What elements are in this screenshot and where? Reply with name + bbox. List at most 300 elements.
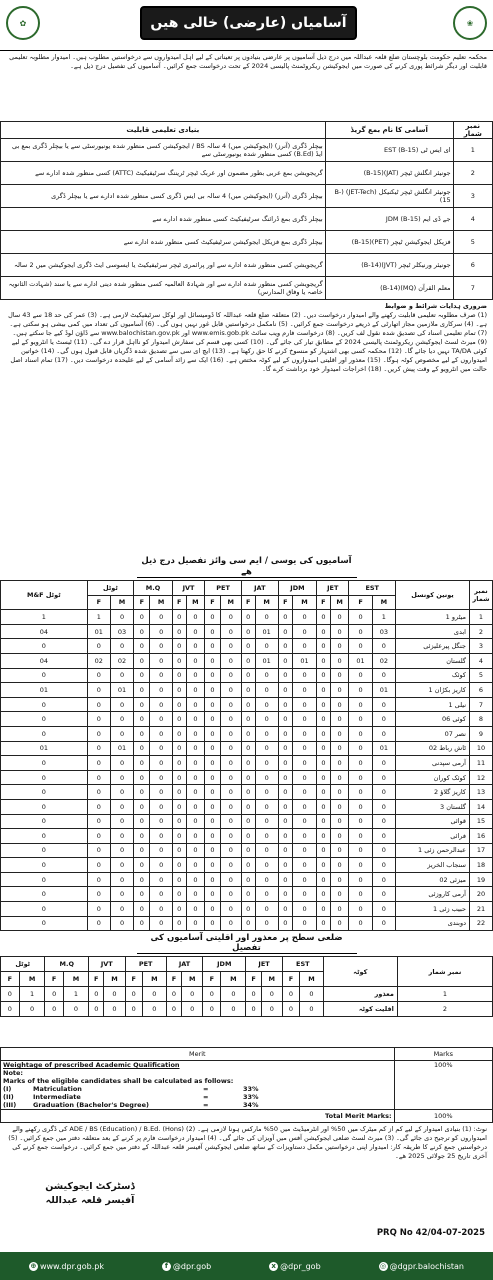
instagram-icon: ◎: [380, 1261, 387, 1270]
cell-uc-name: قوائی: [396, 814, 470, 829]
cell-value: 0: [349, 785, 372, 800]
cell-value: 0: [292, 887, 316, 902]
cell-value: 0: [134, 610, 150, 625]
cell-value: 0: [220, 726, 241, 741]
footer-link-text: @dgpr.balochistan: [389, 1261, 464, 1271]
cell-uc-name: آرمی کاروزئی: [396, 887, 470, 902]
cell-value: 1: [372, 610, 395, 625]
cell-value: 0: [241, 887, 255, 902]
merit-header: Merit: [1, 1048, 395, 1061]
cell-value: 0: [172, 653, 186, 668]
quota-header-post: JDM: [203, 957, 246, 972]
cell-value: 0: [166, 987, 181, 1002]
merit-item-label: Graduation (Bachelor's Degree): [33, 1101, 149, 1110]
cell-value: 01: [87, 624, 110, 639]
cell-value: 0: [150, 639, 172, 654]
cell-value: 0: [317, 858, 331, 873]
cell-value: 0: [255, 858, 278, 873]
cell-value: 0: [110, 916, 133, 931]
cell-value: 0: [220, 653, 241, 668]
cell-value: 02: [372, 653, 395, 668]
cell-value: 0: [172, 770, 186, 785]
cell-value: 0: [372, 829, 395, 844]
cell-value: 0: [330, 829, 349, 844]
cell-value: 0: [87, 887, 110, 902]
post-name: فزیکل ایجوکیشن ٹیچر (PET)(B-15): [325, 231, 453, 254]
cell-value: 0: [186, 668, 205, 683]
cell-value: 0: [317, 653, 331, 668]
cell-value: 0: [110, 770, 133, 785]
cell-value: 0: [330, 624, 349, 639]
cell-total-mf: 0: [1, 872, 88, 887]
cell-value: 0: [205, 741, 220, 756]
cell-value: 0: [372, 872, 395, 887]
cell-value: 0: [134, 770, 150, 785]
cell-value: 0: [220, 668, 241, 683]
post-number: 6: [453, 254, 492, 277]
cell-value: 0: [292, 843, 316, 858]
post-number: 4: [453, 208, 492, 231]
cell-value: 0: [246, 987, 261, 1002]
cell-number: 8: [470, 712, 493, 727]
cell-number: 3: [470, 639, 493, 654]
quota-sub-f: F: [1, 972, 20, 987]
cell-number: 18: [470, 858, 493, 873]
cell-value: 0: [349, 814, 372, 829]
cell-value: 0: [255, 668, 278, 683]
cell-value: 0: [292, 829, 316, 844]
cell-value: 0: [134, 829, 150, 844]
cell-value: 0: [241, 610, 255, 625]
cell-value: 0: [220, 712, 241, 727]
cell-uc-name: آرمی سپدنی: [396, 756, 470, 771]
cell-total-mf: 04: [1, 653, 88, 668]
cell-value: 0: [246, 1002, 261, 1017]
cell-value: 0: [205, 639, 220, 654]
cell-value: 0: [292, 770, 316, 785]
cell-value: 0: [205, 829, 220, 844]
post-name: جونیئر انگلش ٹیچر (JAT)(B-15): [325, 162, 453, 185]
table-row: [1, 712, 493, 727]
cell-value: 0: [104, 987, 125, 1002]
cell-value: 0: [278, 668, 292, 683]
cell-value: 0: [125, 1002, 142, 1017]
cell-value: 0: [110, 872, 133, 887]
cell-value: 0: [372, 639, 395, 654]
cell-value: 0: [255, 756, 278, 771]
cell-value: 0: [317, 668, 331, 683]
cell-value: 0: [172, 756, 186, 771]
cell-value: 0: [172, 843, 186, 858]
cell-value: 0: [317, 843, 331, 858]
cell-number: 19: [470, 872, 493, 887]
cell-value: 0: [372, 756, 395, 771]
cell-value: 0: [317, 785, 331, 800]
cell-value: 0: [349, 916, 372, 931]
cell-value: 0: [205, 799, 220, 814]
cell-value: 0: [330, 668, 349, 683]
cell-uc-name: ابدی: [396, 624, 470, 639]
cell-value: 0: [182, 987, 203, 1002]
cell-number: 17: [470, 843, 493, 858]
quota-sub-f: F: [89, 972, 104, 987]
cell-total-mf: 0: [1, 785, 88, 800]
grid-sub-f: F: [172, 595, 186, 610]
grid-header-post: JET: [317, 581, 349, 596]
cell-value: 0: [134, 916, 150, 931]
grid-sub-m: M: [220, 595, 241, 610]
merit-item-label: Matriculation: [33, 1085, 82, 1094]
post-qualification: بیچلر ڈگری بمع ڈرائنگ سرٹیفیکیٹ کسی منظور شدہ ادارے سے: [1, 208, 326, 231]
grid-sub-f: F: [134, 595, 150, 610]
post-qualification: گریجویشن کسی منظور شدہ ادارے سے اور پرائمری ٹیچر سرٹیفیکیٹ یا ایسوسی ایٹ ڈگری ایجوکیشن میں 2 سالہ: [1, 254, 326, 277]
cell-value: 0: [292, 858, 316, 873]
grid-sub-f: F: [317, 595, 331, 610]
cell-value: 0: [87, 668, 110, 683]
facebook-icon: f: [162, 1262, 171, 1271]
table-row: [1, 610, 493, 625]
table-row: [1, 639, 493, 654]
cell-value: 0: [330, 814, 349, 829]
quota-sub-f: F: [282, 972, 299, 987]
cell-value: 0: [317, 872, 331, 887]
cell-value: 0: [186, 814, 205, 829]
quota-header-no: نمبر شمار: [397, 957, 492, 987]
footer-link-text: @dpr_gob: [280, 1261, 321, 1271]
cell-value: 0: [255, 814, 278, 829]
cell-value: 0: [349, 756, 372, 771]
cell-value: 0: [186, 741, 205, 756]
cell-value: 0: [255, 741, 278, 756]
cell-value: 01: [372, 683, 395, 698]
cell-number: 7: [470, 697, 493, 712]
quota-header-post: M.Q: [45, 957, 89, 972]
cell-number: 5: [470, 668, 493, 683]
cell-value: 0: [241, 624, 255, 639]
cell-value: 0: [317, 624, 331, 639]
cell-value: 0: [89, 1002, 104, 1017]
cell-value: 0: [372, 902, 395, 917]
cell-value: 0: [134, 814, 150, 829]
cell-value: 0: [349, 843, 372, 858]
cell-value: 0: [255, 770, 278, 785]
cell-value: 0: [241, 756, 255, 771]
cell-value: 0: [205, 858, 220, 873]
cell-value: 0: [186, 902, 205, 917]
quota-header-post: PET: [125, 957, 166, 972]
cell-value: 0: [172, 610, 186, 625]
cell-value: 0: [220, 872, 241, 887]
cell-value: 0: [87, 683, 110, 698]
cell-value: 0: [255, 843, 278, 858]
cell-value: 0: [87, 726, 110, 741]
cell-value: 0: [317, 756, 331, 771]
quota-header-post: EST: [282, 957, 323, 972]
note-text: Marks of the eligible candidates shall be calculated as follows:: [3, 1077, 234, 1086]
cell-value: 0: [278, 858, 292, 873]
quota-header-post: JAT: [166, 957, 202, 972]
cell-value: 0: [87, 799, 110, 814]
cell-value: 0: [278, 712, 292, 727]
cell-value: 0: [203, 1002, 221, 1017]
cell-value: 1: [87, 610, 110, 625]
cell-value: 0: [110, 829, 133, 844]
rules-heading: ضروری ہدایات شرائط و ضوابط: [384, 302, 487, 310]
cell-value: 0: [186, 770, 205, 785]
cell-value: 0: [134, 843, 150, 858]
cell-value: 0: [349, 624, 372, 639]
posts-table: [0, 121, 493, 300]
cell-value: 0: [205, 785, 220, 800]
cell-value: 0: [134, 887, 150, 902]
cell-value: 0: [186, 639, 205, 654]
merit-item-number: (I): [3, 1085, 12, 1094]
footer-link[interactable]: [162, 1262, 211, 1271]
cell-number: 14: [470, 799, 493, 814]
cell-value: 0: [292, 668, 316, 683]
cell-value: 02: [110, 653, 133, 668]
cell-value: 0: [278, 872, 292, 887]
cell-value: 0: [349, 741, 372, 756]
grid-header-uc: یونین کونسل: [396, 581, 470, 610]
cell-value: 0: [142, 1002, 166, 1017]
cell-value: 0: [205, 610, 220, 625]
cell-value: 0: [349, 639, 372, 654]
table-row: [1, 624, 493, 639]
cell-value: 0: [172, 697, 186, 712]
cell-value: 0: [186, 785, 205, 800]
cell-value: 0: [330, 697, 349, 712]
cell-value: 0: [87, 902, 110, 917]
cell-value: 0: [278, 639, 292, 654]
cell-total-mf: 0: [1, 902, 88, 917]
cell-value: 01: [255, 653, 278, 668]
cell-value: 0: [45, 987, 63, 1002]
cell-value: 0: [330, 916, 349, 931]
table-row: [1, 987, 493, 1002]
uc-vacancy-table: [0, 580, 493, 931]
cell-total-mf: 0: [1, 756, 88, 771]
cell-value: 0: [150, 683, 172, 698]
cell-value: 0: [172, 799, 186, 814]
cell-value: 03: [110, 624, 133, 639]
cell-value: 0: [372, 887, 395, 902]
cell-value: 0: [186, 887, 205, 902]
post-qualification: گریجویشن بمع عربی بطور مضمون اور عربک ٹیچر ٹریننگ سرٹیفیکیٹ (ATTC) کسی منظور شدہ ادارے سے: [1, 162, 326, 185]
cell-value: 0: [205, 872, 220, 887]
cell-value: 0: [186, 712, 205, 727]
table-row: [1, 668, 493, 683]
cell-value: 0: [110, 814, 133, 829]
cell-value: 0: [110, 902, 133, 917]
rules-section: [0, 300, 493, 554]
cell-value: 0: [255, 799, 278, 814]
quota-header-post: JET: [246, 957, 282, 972]
table-row: [1, 872, 493, 887]
cell-value: 0: [330, 610, 349, 625]
cell-value: 0: [205, 770, 220, 785]
cell-value: 01: [372, 741, 395, 756]
cell-uc-name: نیلی 1: [396, 697, 470, 712]
cell-uc-name: کاریز بکڑان 1: [396, 683, 470, 698]
cell-value: 0: [134, 624, 150, 639]
cell-value: 0: [150, 814, 172, 829]
post-number: 5: [453, 231, 492, 254]
intro-text: محکمہ تعلیم حکومت بلوچستان ضلع قلعہ عبداللہ میں درج ذیل آسامیوں پر عارضی بنیادوں پر تعیناتی کے لیے اہل امیدواروں سے درخواستیں مطلوب ہیں۔ امیدوار مطلوبہ تعلیمی قابلیت اور دیگر شرائط پوری کرنے کی صورت میں ایجوکیشن ریکروٹمنٹ پالیسی 2024 کے تحت درخواست جمع کرائیں۔ آسامیوں کی تفصیل درج ذیل ہے۔: [9, 53, 487, 70]
cell-value: 0: [278, 610, 292, 625]
posts-row: [1, 208, 493, 231]
footer-link[interactable]: [29, 1262, 104, 1271]
cell-value: 0: [220, 916, 241, 931]
quota-header-total: ٹوٹل: [1, 957, 45, 972]
cell-value: 0: [186, 916, 205, 931]
footer-link[interactable]: [269, 1262, 321, 1271]
cell-number: 22: [470, 916, 493, 931]
cell-value: 01: [349, 653, 372, 668]
cell-value: 0: [87, 785, 110, 800]
cell-value: 0: [110, 610, 133, 625]
cell-value: 0: [87, 712, 110, 727]
post-number: 3: [453, 185, 492, 208]
cell-value: 0: [292, 799, 316, 814]
cell-value: 0: [150, 829, 172, 844]
cell-value: 0: [349, 829, 372, 844]
merit-item-value: 33%: [243, 1085, 259, 1094]
merit-item-number: (II): [3, 1093, 14, 1102]
cell-value: 0: [317, 639, 331, 654]
quota-sub-f: F: [125, 972, 142, 987]
cell-number: 11: [470, 756, 493, 771]
cell-value: 0: [205, 843, 220, 858]
table-row: [1, 741, 493, 756]
table-row: [1, 916, 493, 931]
cell-quota-name: اقلیت کوٹہ: [323, 1002, 397, 1017]
cell-value: 0: [241, 712, 255, 727]
cell-value: 0: [255, 726, 278, 741]
cell-value: 0: [241, 741, 255, 756]
page-title: آسامیاں (عارضی) خالی ھیں: [140, 6, 357, 40]
cell-value: 0: [150, 770, 172, 785]
cell-value: 01: [292, 653, 316, 668]
cell-value: 0: [349, 799, 372, 814]
cell-value: 0: [134, 799, 150, 814]
cell-value: 0: [150, 756, 172, 771]
cell-value: 0: [349, 887, 372, 902]
cell-value: 0: [87, 741, 110, 756]
col-number: نمبر شمار: [453, 122, 492, 139]
cell-value: 0: [292, 624, 316, 639]
cell-value: 0: [300, 987, 324, 1002]
cell-value: 0: [330, 756, 349, 771]
cell-value: 0: [330, 785, 349, 800]
cell-value: 0: [261, 987, 282, 1002]
grid-sub-f: F: [349, 595, 372, 610]
weightage-label: Weightage of prescribed Academic Qualification: [3, 1061, 180, 1070]
cell-value: 0: [150, 785, 172, 800]
cell-value: 0: [110, 843, 133, 858]
grid-header-post: EST: [349, 581, 396, 596]
cell-total-mf: 0: [1, 799, 88, 814]
table-row: [1, 726, 493, 741]
table-row: [1, 697, 493, 712]
cell-value: 0: [220, 756, 241, 771]
cell-number: 2: [397, 1002, 492, 1017]
cell-value: 0: [255, 683, 278, 698]
posts-row: [1, 231, 493, 254]
table-row: [1, 756, 493, 771]
cell-value: 0: [205, 697, 220, 712]
cell-value: 0: [186, 799, 205, 814]
cell-value: 0: [186, 872, 205, 887]
cell-value: 0: [220, 624, 241, 639]
cell-value: 0: [330, 902, 349, 917]
cell-total-mf: 01: [1, 683, 88, 698]
merit-item: [3, 1093, 392, 1101]
cell-value: 02: [87, 653, 110, 668]
footer-link[interactable]: [379, 1262, 464, 1271]
table-row: [1, 814, 493, 829]
cell-value: 0: [87, 639, 110, 654]
quota-sub-f: F: [246, 972, 261, 987]
cell-value: 0: [292, 610, 316, 625]
cell-number: 20: [470, 887, 493, 902]
cell-value: 0: [372, 916, 395, 931]
merit-item-value: 33%: [243, 1093, 259, 1102]
grid-header-no: نمبر شمار: [470, 581, 493, 610]
cell-value: 0: [330, 770, 349, 785]
cell-value: 0: [186, 756, 205, 771]
cell-value: 0: [205, 814, 220, 829]
quota-sub-m: M: [300, 972, 324, 987]
post-qualification: بیچلر ڈگری بمع فزیکل ایجوکیشن سرٹیفیکیٹ کسی منظور شدہ ادارے سے: [1, 231, 326, 254]
cell-number: 1: [397, 987, 492, 1002]
quota-sub-m: M: [63, 972, 88, 987]
cell-value: 0: [278, 843, 292, 858]
cell-value: 0: [292, 741, 316, 756]
footer-link-text: www.dpr.gob.pk: [39, 1261, 104, 1271]
cell-total-mf: 0: [1, 770, 88, 785]
total-merit-value: 100%: [394, 1110, 492, 1123]
cell-value: 0: [349, 726, 372, 741]
cell-value: 0: [330, 843, 349, 858]
cell-value: 0: [205, 712, 220, 727]
cell-value: 0: [241, 697, 255, 712]
table-row: [1, 799, 493, 814]
grid-sub-m: M: [255, 595, 278, 610]
cell-value: 0: [172, 872, 186, 887]
cell-value: 0: [330, 639, 349, 654]
cell-value: 0: [150, 726, 172, 741]
quota-sub-m: M: [142, 972, 166, 987]
grid-sub-m: M: [150, 595, 172, 610]
cell-total-mf: 0: [1, 726, 88, 741]
post-name: جونیئر ورنیکلر ٹیچر (JVT)(B-14): [325, 254, 453, 277]
cell-value: 0: [110, 639, 133, 654]
cell-value: 0: [278, 814, 292, 829]
cell-value: 0: [87, 916, 110, 931]
cell-value: 0: [317, 697, 331, 712]
merit-table: [0, 1047, 493, 1123]
grid-sub-f: F: [241, 595, 255, 610]
footer-link-text: @dpr.gob: [172, 1261, 212, 1271]
post-number: 2: [453, 162, 492, 185]
cell-value: 0: [172, 814, 186, 829]
cell-value: 0: [134, 741, 150, 756]
grid-heading: آسامیوں کی یوسی / ایم سی وائز تفصیل درج ذیل ھے: [137, 556, 357, 578]
cell-value: 0: [186, 683, 205, 698]
cell-value: 0: [220, 770, 241, 785]
posts-row: [1, 185, 493, 208]
